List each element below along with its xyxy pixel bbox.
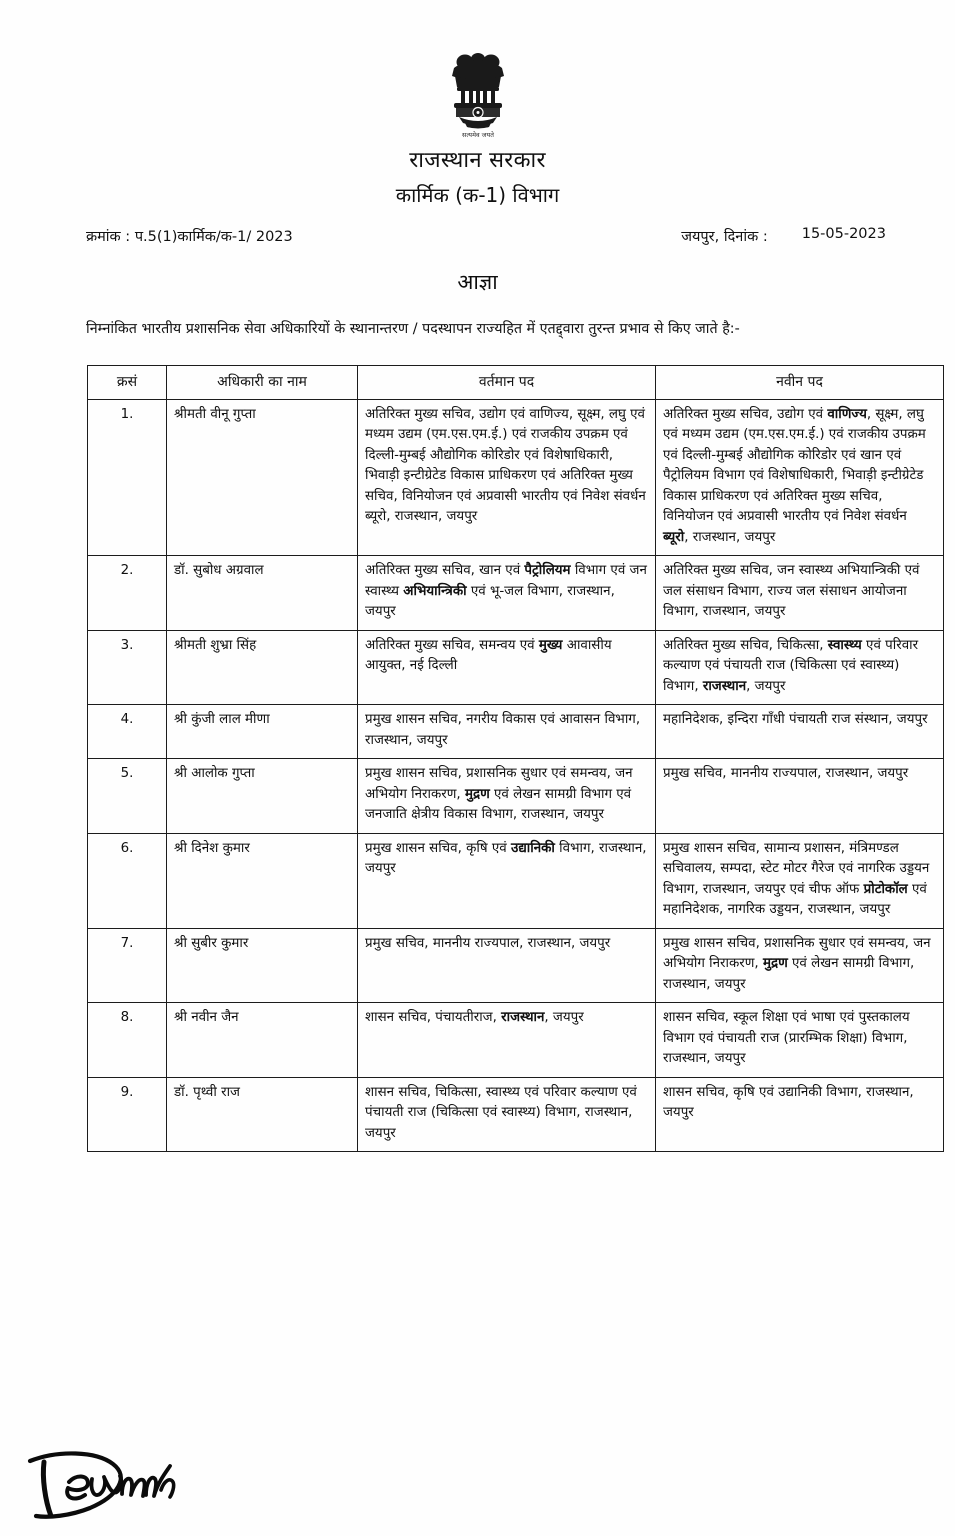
- cell-officer-name: श्रीमती शुभ्रा सिंह: [167, 630, 358, 705]
- state-emblem-icon: [441, 48, 515, 140]
- table-row: [88, 928, 944, 1003]
- cell-officer-name: डॉ. सुबोध अग्रवाल: [167, 556, 358, 631]
- cell-new-post: शासन सचिव, कृषि एवं उद्यानिकी विभाग, राजस्थान, जयपुर: [656, 1077, 944, 1152]
- cell-current-post: अतिरिक्त मुख्य सचिव, उद्योग एवं वाणिज्य, सूक्ष्म, लघु एवं मध्यम उद्यम (एम.एस.एम.ई.) एवं राजकीय उपक्रम एवं दिल्ली-मुम्बई औद्योगिक कोरिडोर एवं विशेषाधिकारी, भिवाड़ी इन्टीग्रेटेड विकास प्राधिकरण एवं अतिरिक्त मुख्य सचिव, विनियोजन एवं अप्रवासी भारतीय एवं निवेश संवर्धन ब्यूरो, राजस्थान, जयपुर: [358, 399, 656, 556]
- table-row: [88, 705, 944, 759]
- table-row: [88, 759, 944, 834]
- cell-serial: 2.: [88, 556, 167, 631]
- order-date: 15-05-2023: [801, 226, 886, 242]
- table-row: [88, 556, 944, 631]
- cell-current-post: अतिरिक्त मुख्य सचिव, समन्वय एवं मुख्य आवासीय आयुक्त, नई दिल्ली: [358, 630, 656, 705]
- cell-new-post: शासन सचिव, स्कूल शिक्षा एवं भाषा एवं पुस्तकालय विभाग एवं पंचायती राज (प्रारम्भिक शिक्षा) विभाग, राजस्थान, जयपुर: [656, 1003, 944, 1078]
- cell-officer-name: श्री दिनेश कुमार: [167, 833, 358, 928]
- transfer-order-table: [87, 365, 944, 1152]
- cell-serial: 1.: [88, 399, 167, 556]
- cell-new-post: प्रमुख शासन सचिव, सामान्य प्रशासन, मंत्रिमण्डल सचिवालय, सम्पदा, स्टेट मोटर गैरेज एवं नागरिक उड्डयन विभाग, राजस्थान, जयपुर एवं चीफ ऑफ प्रोटोकॉल एवं महानिदेशक, नागरिक उड्डयन, राजस्थान, जयपुर: [656, 833, 944, 928]
- reference-number: [86, 226, 293, 246]
- organization-name: राजस्थान सरकार: [409, 148, 546, 173]
- cell-new-post: प्रमुख सचिव, माननीय राज्यपाल, राजस्थान, जयपुर: [656, 759, 944, 834]
- cell-serial: 9.: [88, 1077, 167, 1152]
- table-header-row: [88, 366, 944, 400]
- column-header-serial: क्रसं: [88, 366, 167, 400]
- place-date-label: जयपुर, दिनांक :: [681, 229, 768, 245]
- cell-current-post: प्रमुख शासन सचिव, नगरीय विकास एवं आवासन विभाग, राजस्थान, जयपुर: [358, 705, 656, 759]
- table-row: [88, 630, 944, 705]
- cell-serial: 3.: [88, 630, 167, 705]
- cell-new-post: प्रमुख शासन सचिव, प्रशासनिक सुधार एवं समन्वय, जन अभियोग निराकरण, मुद्रण एवं लेखन सामग्री विभाग, राजस्थान, जयपुर: [656, 928, 944, 1003]
- table-row: [88, 1003, 944, 1078]
- cell-serial: 4.: [88, 705, 167, 759]
- intro-paragraph: निम्नांकित भारतीय प्रशासनिक सेवा अधिकारियों के स्थानान्तरण / पदस्थापन राज्यहित में एतद्द्वारा तुरन्त प्रभाव से किए जाते है:-: [86, 321, 740, 337]
- signature: [18, 1438, 278, 1530]
- column-header-new-post: नवीन पद: [656, 366, 944, 400]
- cell-new-post: अतिरिक्त मुख्य सचिव, जन स्वास्थ्य अभियान्त्रिकी एवं जल संसाधन विभाग, राज्य जल संसाधन आयोजना विभाग, राजस्थान, जयपुर: [656, 556, 944, 631]
- cell-serial: 8.: [88, 1003, 167, 1078]
- reference-row: [86, 226, 886, 246]
- column-header-officer-name: अधिकारी का नाम: [167, 366, 358, 400]
- table-row: [88, 1077, 944, 1152]
- cell-serial: 7.: [88, 928, 167, 1003]
- department-name: कार्मिक (क-1) विभाग: [395, 183, 560, 207]
- cell-new-post: महानिदेशक, इन्दिरा गाँधी पंचायती राज संस्थान, जयपुर: [656, 705, 944, 759]
- cell-new-post: अतिरिक्त मुख्य सचिव, चिकित्सा, स्वास्थ्य एवं परिवार कल्याण एवं पंचायती राज (चिकित्सा एवं स्वास्थ्य) विभाग, राजस्थान, जयपुर: [656, 630, 944, 705]
- cell-serial: 6.: [88, 833, 167, 928]
- cell-current-post: प्रमुख सचिव, माननीय राज्यपाल, राजस्थान, जयपुर: [358, 928, 656, 1003]
- cell-current-post: शासन सचिव, चिकित्सा, स्वास्थ्य एवं परिवार कल्याण एवं पंचायती राज (चिकित्सा एवं स्वास्थ्य) विभाग, राजस्थान, जयपुर: [358, 1077, 656, 1152]
- table-body: [88, 399, 944, 1152]
- organization-heading: [0, 146, 955, 210]
- column-header-current-post: वर्तमान पद: [358, 366, 656, 400]
- cell-new-post: अतिरिक्त मुख्य सचिव, उद्योग एवं वाणिज्य, सूक्ष्म, लघु एवं मध्यम उद्यम (एम.एस.एम.ई.) एवं राजकीय उपक्रम एवं दिल्ली-मुम्बई औद्योगिक कोरिडोर एवं खान एवं पैट्रोलियम विभाग एवं विशेषाधिकारी, भिवाड़ी इन्टीग्रेटेड विकास प्राधिकरण एवं अतिरिक्त मुख्य सचिव, विनियोजन एवं अप्रवासी भारतीय एवं निवेश संवर्धन ब्यूरो, राजस्थान, जयपुर: [656, 399, 944, 556]
- cell-current-post: प्रमुख शासन सचिव, प्रशासनिक सुधार एवं समन्वय, जन अभियोग निराकरण, मुद्रण एवं लेखन सामग्री विभाग एवं जनजाति क्षेत्रीय विकास विभाग, राजस्थान, जयपुर: [358, 759, 656, 834]
- table-header: [88, 366, 944, 400]
- cell-current-post: अतिरिक्त मुख्य सचिव, खान एवं पैट्रोलियम विभाग एवं जन स्वास्थ्य अभियान्त्रिकी एवं भू-जल विभाग, राजस्थान, जयपुर: [358, 556, 656, 631]
- svg-text:सत्यमेव जयते: सत्यमेव जयते: [461, 131, 494, 139]
- reference-value: प.5(1)कार्मिक/क-1/ 2023: [134, 229, 293, 245]
- cell-officer-name: श्रीमती वीनू गुप्ता: [167, 399, 358, 556]
- transfer-table-container: [87, 365, 931, 1152]
- table-row: [88, 833, 944, 928]
- cell-current-post: शासन सचिव, पंचायतीराज, राजस्थान, जयपुर: [358, 1003, 656, 1078]
- cell-officer-name: श्री नवीन जैन: [167, 1003, 358, 1078]
- cell-officer-name: श्री कुंजी लाल मीणा: [167, 705, 358, 759]
- cell-officer-name: डॉ. पृथ्वी राज: [167, 1077, 358, 1152]
- cell-current-post: प्रमुख शासन सचिव, कृषि एवं उद्यानिकी विभाग, राजस्थान, जयपुर: [358, 833, 656, 928]
- cell-officer-name: श्री सुबीर कुमार: [167, 928, 358, 1003]
- table-row: [88, 399, 944, 556]
- cell-officer-name: श्री आलोक गुप्ता: [167, 759, 358, 834]
- place-date: [681, 226, 886, 246]
- reference-label: क्रमांक :: [86, 229, 131, 245]
- cell-serial: 5.: [88, 759, 167, 834]
- emblem-container: [0, 48, 955, 145]
- page-title: आज्ञा: [457, 270, 498, 294]
